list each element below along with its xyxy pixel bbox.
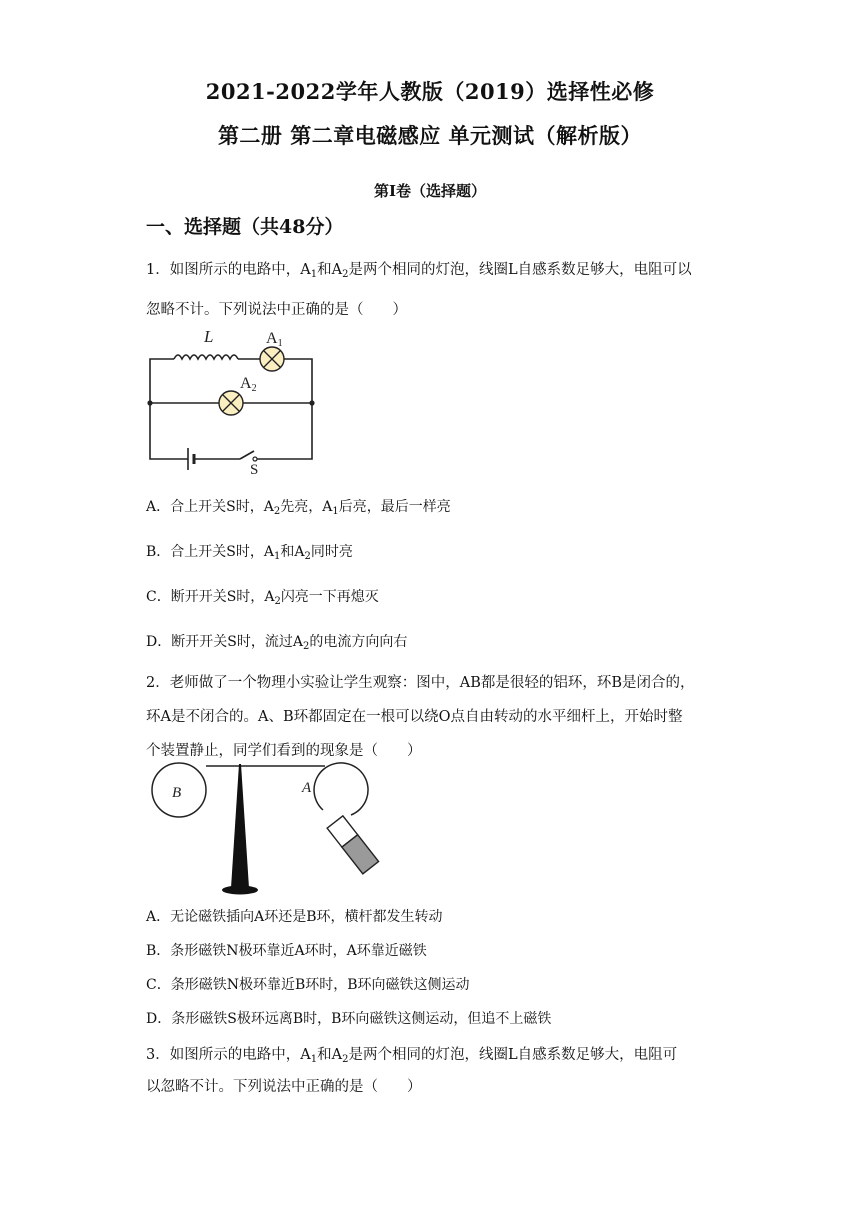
ring-a-open — [314, 763, 368, 815]
q2-stem-line2: 环A是不闭合的。A、B环都固定在一根可以绕O点自由转动的水平细杆上，开始时整 — [146, 709, 683, 725]
q1-stem-line2: 忽略不计。下列说法中正确的是（ ） — [146, 302, 407, 318]
part-label: 第Ⅰ卷（选择题） — [373, 182, 487, 200]
switch-label: S — [250, 462, 259, 475]
document-title-line2: 第二册 第二章电磁感应 单元测试（解析版） — [217, 123, 643, 148]
q2-option-b[interactable]: B．条形磁铁N极环靠近A环时，A环靠近磁铁 — [146, 943, 427, 959]
lamp-a1-label: A1 — [266, 330, 283, 349]
q1-option-b[interactable]: B．合上开关S时，$A_1$和$A_2$同时亮 — [146, 544, 353, 562]
battery-icon — [188, 448, 194, 470]
stand-base — [222, 886, 258, 895]
junction-node-right — [309, 400, 314, 405]
switch-icon — [240, 451, 257, 461]
q3-stem-line1: 3．如图所示的电路中，$A_1$和$A_2$是两个相同的灯泡，线圈L自感系数足够大，电阻可 — [146, 1047, 678, 1065]
q1-option-c[interactable]: C．断开开关S时，$A_2$闪亮一下再熄灭 — [146, 589, 379, 607]
q2-stem-line3: 个装置静止，同学们看到的现象是（ ） — [146, 743, 422, 759]
lamp-a1-icon — [260, 347, 284, 371]
q1-option-d[interactable]: D．断开开关S时，流过$A_2$的电流方向向右 — [146, 634, 408, 652]
inductor-coil — [174, 355, 238, 359]
coil-label: L — [204, 327, 214, 346]
q2-stem-line1: 2．老师做了一个物理小实验让学生观察：图中，AB都是很轻的铝环，环B是闭合的， — [146, 675, 695, 691]
q2-option-c[interactable]: C．条形磁铁N极环靠近B环时，B环向磁铁这侧运动 — [146, 977, 470, 993]
q3-stem-line2: 以忽略不计。下列说法中正确的是（ ） — [146, 1079, 422, 1095]
q2-option-d[interactable]: D．条形磁铁S极环远离B时，B环向磁铁这侧运动，但追不上磁铁 — [146, 1011, 552, 1027]
stand-pole — [231, 764, 249, 888]
document-title-line1: 2021-2022学年人教版（2019）选择性必修 — [205, 79, 655, 104]
ring-b-label: B — [172, 785, 182, 801]
lamp-a2-label: A2 — [240, 375, 257, 394]
q1-stem-line1: 1．如图所示的电路中，$A_1$和$A_2$是两个相同的灯泡，线圈L自感系数足够大，电阻可以 — [146, 262, 692, 280]
bar-magnet-icon — [327, 816, 378, 874]
q2-rings-diagram — [145, 760, 385, 900]
section-heading: 一、选择题（共48分） — [146, 216, 344, 238]
q2-option-a[interactable]: A．无论磁铁插向A环还是B环，横杆都发生转动 — [146, 909, 443, 925]
ring-a-label: A — [302, 780, 312, 796]
q1-circuit-diagram — [140, 325, 330, 475]
lamp-a2-icon — [219, 391, 243, 415]
q1-option-a[interactable]: A．合上开关S时，$A_2$先亮，$A_1$后亮，最后一样亮 — [146, 499, 451, 517]
